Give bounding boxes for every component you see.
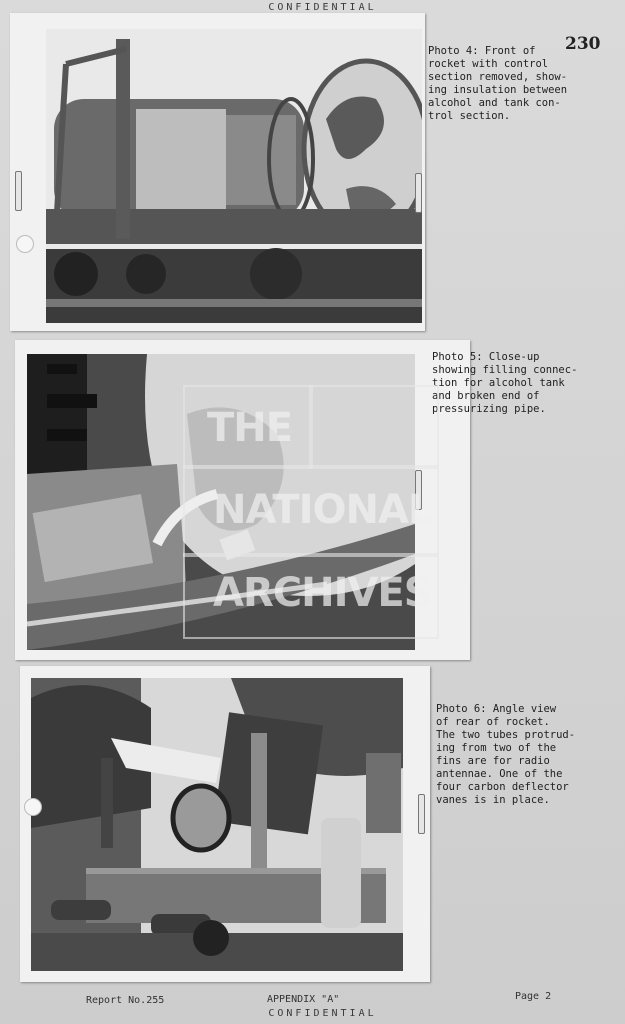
page-number: 230 bbox=[565, 34, 601, 54]
appendix-label: APPENDIX "A" bbox=[267, 994, 340, 1005]
photo-5-image bbox=[27, 354, 415, 650]
page-label: Page 2 bbox=[515, 991, 552, 1002]
confidential-header: CONFIDENTIAL bbox=[268, 2, 377, 13]
photo-5-print bbox=[15, 340, 470, 660]
photo-4-caption: Photo 4: Front of rocket with control section removed, show- ing insulation between alcohol and tank con- trol section. bbox=[428, 45, 568, 122]
photo-6-image bbox=[31, 678, 403, 971]
watermark-line-2: NATIONAL bbox=[213, 487, 433, 533]
confidential-footer: CONFIDENTIAL bbox=[268, 1008, 377, 1019]
watermark-line-1: THE bbox=[207, 405, 293, 451]
binder-clip bbox=[15, 171, 22, 211]
binder-clip bbox=[418, 794, 425, 834]
photo-6-print bbox=[20, 666, 430, 982]
photo-4-print bbox=[10, 13, 425, 331]
punch-hole bbox=[24, 798, 42, 816]
binder-clip bbox=[415, 173, 422, 213]
binder-clip bbox=[415, 470, 422, 510]
photo-6-caption: Photo 6: Angle view of rear of rocket. The two tubes protrud- ing from two of the fins are for radio antennae. One of the four carbon deflector vanes is in place. bbox=[436, 703, 576, 806]
photo-5-caption: Photo 5: Close-up showing filling connec- tion for alcohol tank and broken end of pressurizing pipe. bbox=[432, 351, 578, 415]
photo-4-image bbox=[46, 29, 422, 323]
report-number: Report No.255 bbox=[86, 995, 165, 1006]
punch-hole bbox=[16, 235, 34, 253]
watermark-line-3: ARCHIVES bbox=[213, 570, 432, 616]
